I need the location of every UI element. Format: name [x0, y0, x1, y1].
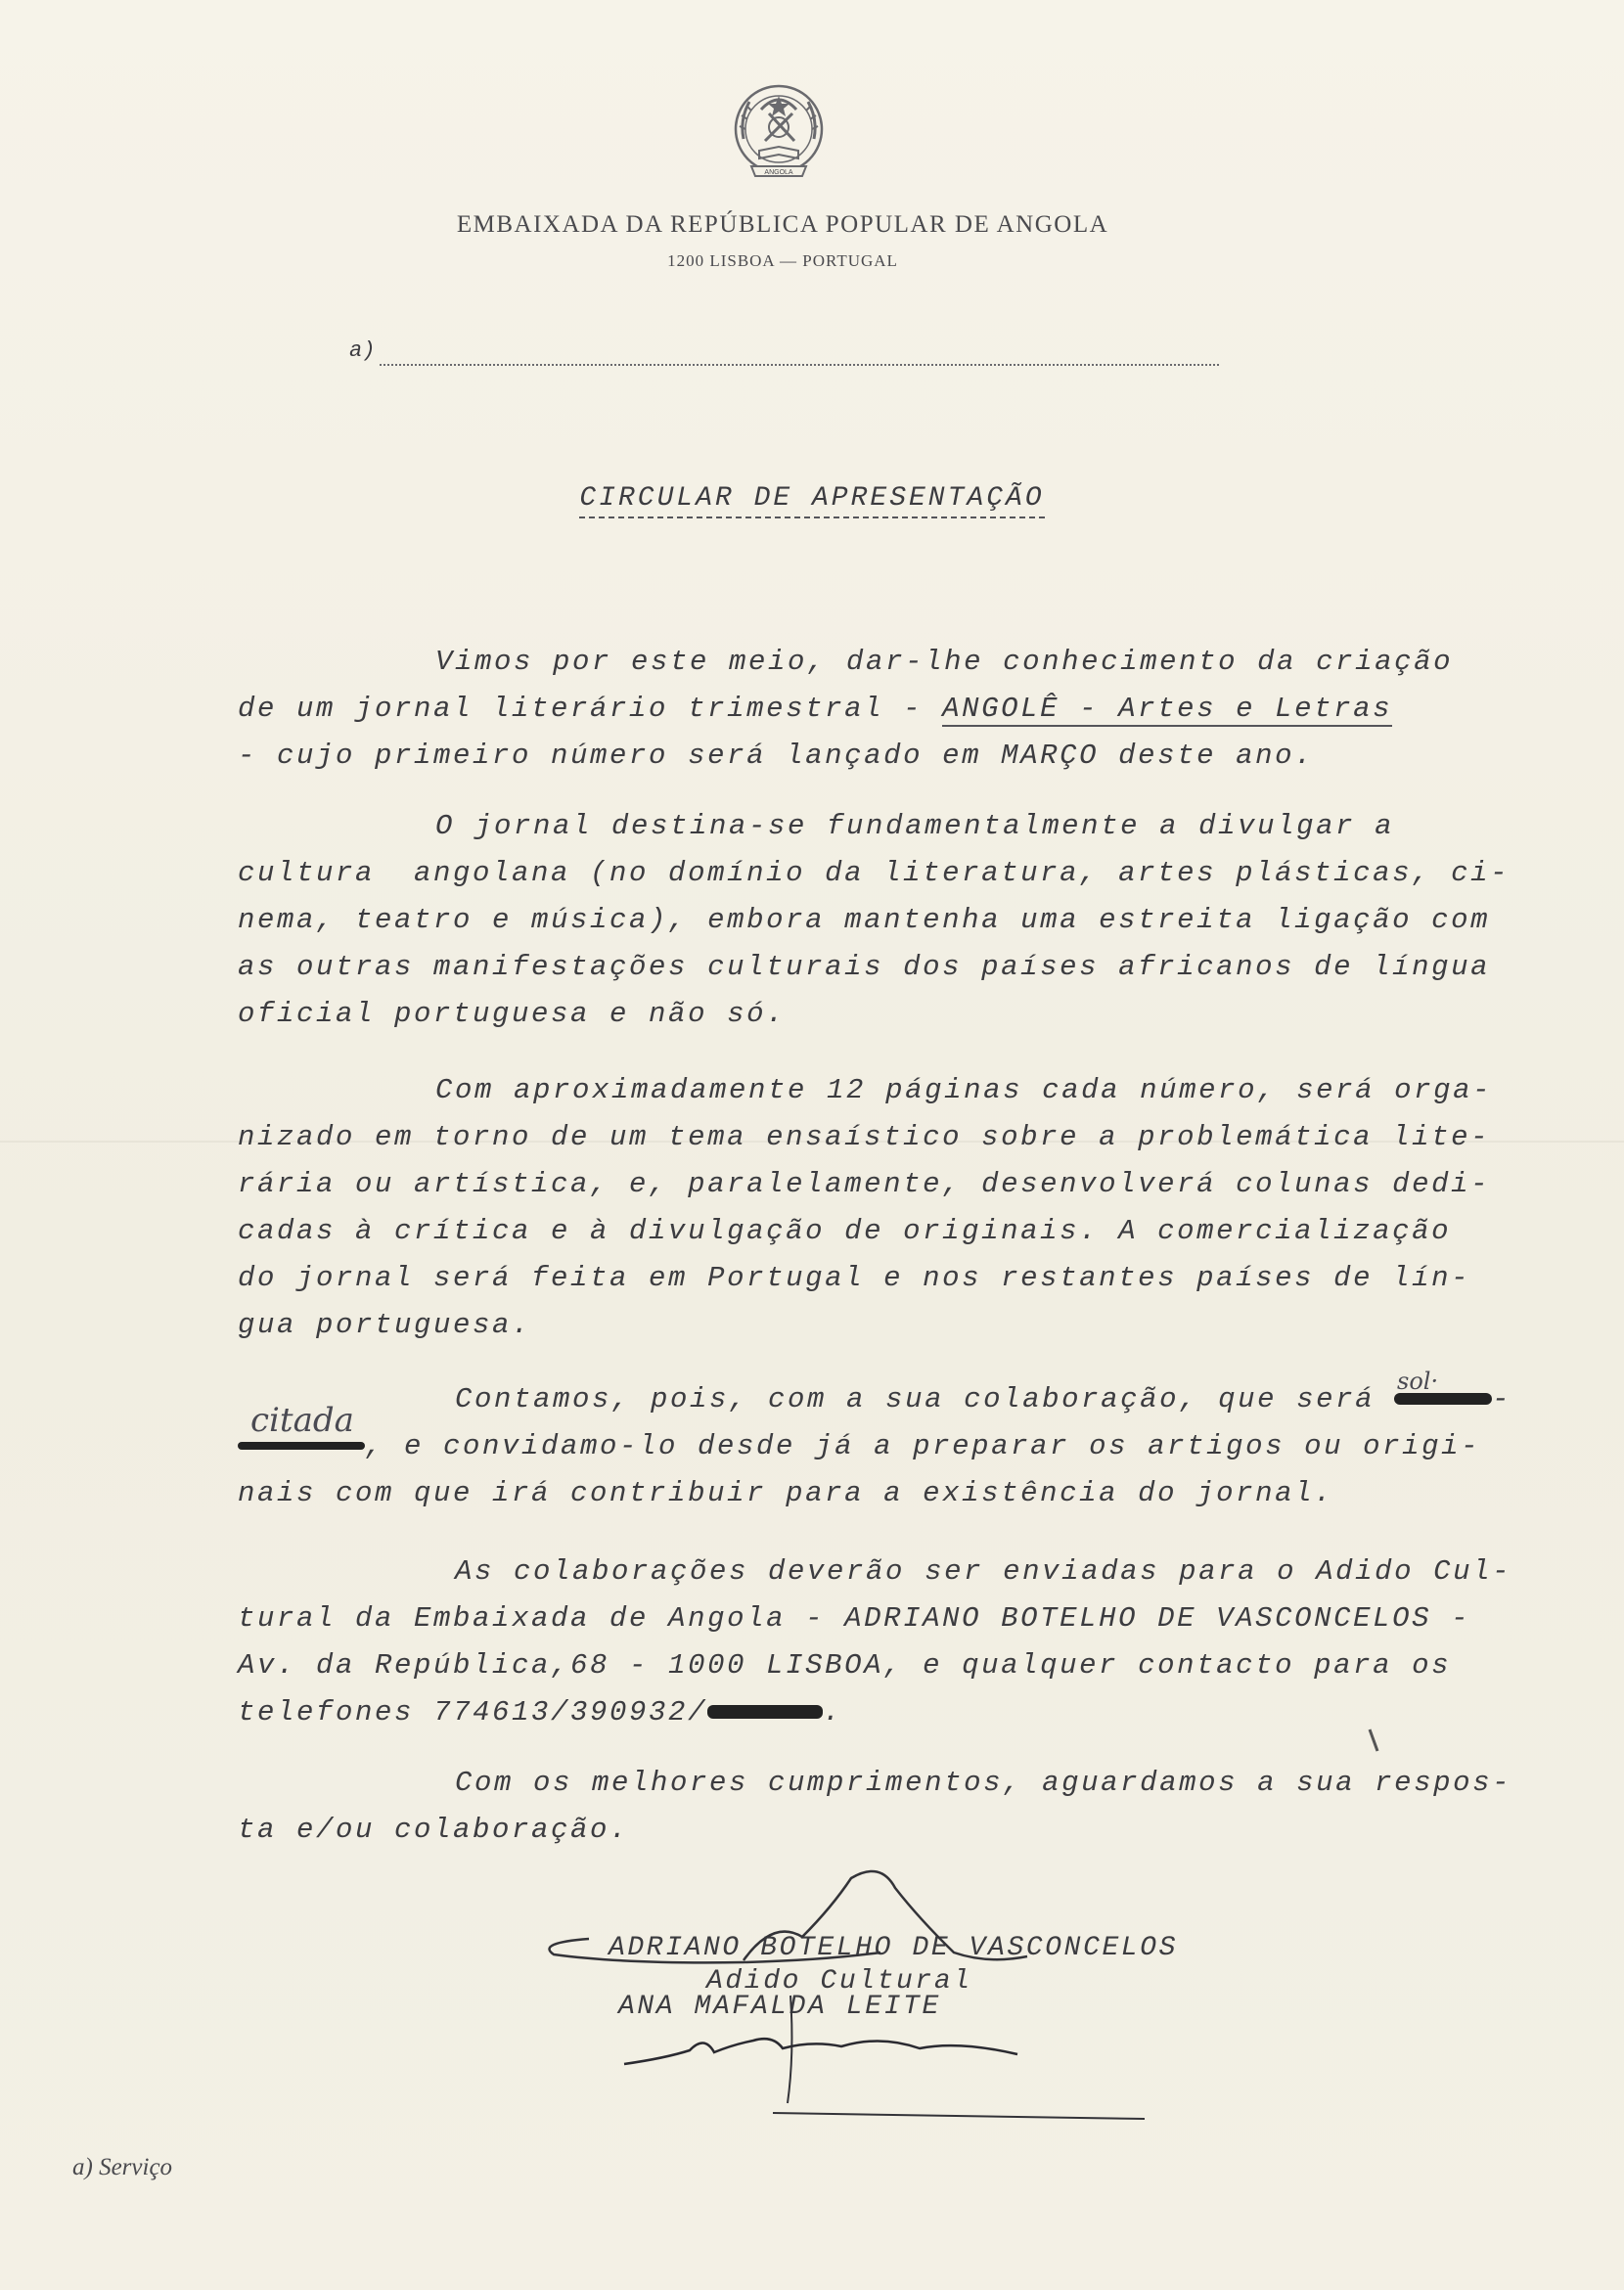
p5-line-1: As colaborações deverão ser enviadas para o Adido Cul-	[455, 1555, 1512, 1588]
p4-line-2-text: , e convidamo-lo desde já a preparar os artigos ou origi-	[365, 1430, 1481, 1462]
signatory-1-name: ADRIANO BOTELHO DE VASCONCELOS	[609, 1933, 1179, 1963]
p1-line-1: Vimos por este meio, dar-lhe conhecimento da criação	[435, 646, 1454, 678]
p5-line-3: Av. da República,68 - 1000 LISBOA, e qualquer contacto para os	[238, 1649, 1452, 1682]
p2-line-2: cultura angolana (no domínio da literatura, artes plásticas, ci-	[238, 857, 1511, 889]
handwritten-insert-left: citada	[250, 1401, 354, 1440]
p3-line-3: rária ou artística, e, paralelamente, desenvolverá colunas dedi-	[238, 1168, 1491, 1200]
embassy-name: EMBAIXADA DA REPÚBLICA POPULAR DE ANGOLA	[456, 211, 1109, 238]
signature-1-stroke	[550, 1939, 881, 1962]
p6-line-2: ta e/ou colaboração.	[238, 1814, 630, 1846]
p4-line-1-text: Contamos, pois, com a sua colaboração, que será	[455, 1383, 1395, 1415]
signature-underline	[773, 2113, 1145, 2119]
p2-line-4: as outras manifestações culturais dos países africanos de língua	[238, 951, 1491, 983]
p5-line-4-text: telefones 774613/390932/	[238, 1696, 708, 1729]
p5-line-4-end: .	[823, 1696, 843, 1729]
footnote: a) Serviço	[72, 2154, 173, 2180]
p3-line-6: gua portuguesa.	[238, 1309, 532, 1341]
emblem-banner-text: ANGOLA	[764, 169, 793, 176]
p3-line-4: cadas à crítica e à divulgação de originais. A comercialização	[238, 1215, 1452, 1247]
p3-line-1: Com aproximadamente 12 páginas cada número, será orga-	[435, 1074, 1493, 1106]
title-text: CIRCULAR DE APRESENTAÇÃO	[579, 483, 1044, 518]
p1-line-3: - cujo primeiro número será lançado em MARÇO deste ano.	[238, 740, 1315, 772]
journal-name: ANGOLÊ - Artes e Letras	[942, 693, 1393, 725]
p2-line-5: oficial portuguesa e não só.	[238, 998, 787, 1030]
p3-line-5: do jornal será feita em Portugal e nos restantes países de lín-	[238, 1262, 1471, 1294]
p4-line-1-end: -	[1492, 1383, 1512, 1415]
p5-line-2: tural da Embaixada de Angola - ADRIANO BOTELHO DE VASCONCELOS -	[238, 1602, 1471, 1635]
signatory-2-name: ANA MAFALDA LEITE	[618, 1992, 941, 2022]
p2-line-1: O jornal destina-se fundamentalmente a divulgar a	[435, 810, 1395, 842]
p6-line-1: Com os melhores cumprimentos, aguardamos a sua respos-	[455, 1767, 1512, 1799]
signatory-1-role: Adido Cultural	[706, 1966, 972, 1997]
embassy-address: 1200 LISBOA — PORTUGAL	[667, 251, 898, 270]
p1-line-2-text: de um jornal literário trimestral -	[238, 693, 943, 725]
paper-mark	[1370, 1729, 1377, 1751]
p4-line-3: nais com que irá contribuir para a existência do jornal.	[238, 1477, 1334, 1509]
signature-1-loop	[744, 1871, 1027, 1960]
handwritten-insert-top: sol·	[1397, 1368, 1439, 1395]
p2-line-3: nema, teatro e música), embora mantenha uma estreita ligação com	[238, 904, 1491, 936]
addressee-label: a)	[349, 338, 376, 363]
p3-line-2: nizado em torno de um tema ensaístico sobre a problemática lite-	[238, 1121, 1491, 1153]
